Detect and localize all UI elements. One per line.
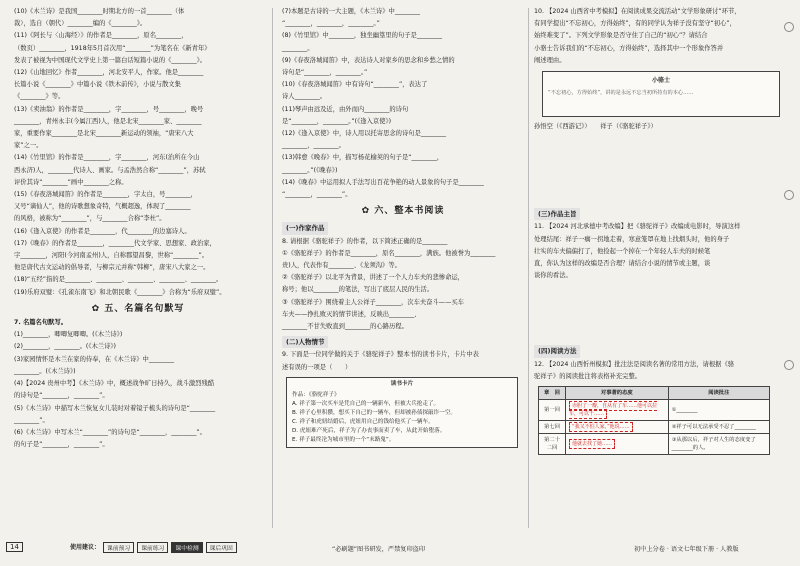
q10-block bbox=[534, 6, 786, 67]
tip-tag: 课中检测 bbox=[171, 542, 202, 553]
table-row bbox=[539, 400, 770, 421]
text-line: 的句子是“________，________”。 bbox=[14, 441, 109, 449]
page-number: 14 bbox=[6, 542, 23, 552]
text-line: ②《骆驼祥子》以北平为背景，讲述了一个人力车夫的悲惨命运， bbox=[282, 274, 464, 282]
text-line: 的风格，被称为“________”，与________合称“李杜”。 bbox=[14, 215, 166, 223]
text-line: (17)《晚春》的作者是________，________代文学家、思想家、政治家， bbox=[14, 239, 216, 247]
column-divider bbox=[272, 8, 273, 528]
card-line: C. 祥子和虎妞结婚后，虎妞用自己的钱给他买了一辆车。 bbox=[292, 418, 434, 425]
q9-block bbox=[282, 349, 524, 373]
chapter-cell: 第七回 bbox=[539, 421, 566, 434]
note-cell[interactable]: ③从那以后，祥子对人生的态度变了________的人。 bbox=[668, 434, 769, 455]
card-line: 作品：《骆驼祥子》 bbox=[292, 391, 340, 398]
q6-lines bbox=[14, 6, 262, 299]
q11-block bbox=[534, 221, 786, 282]
section-title-whole-book: ✿ 六、整本书阅读 bbox=[361, 206, 445, 217]
chapter-cell: 第一回 bbox=[539, 400, 566, 421]
text-line: 谈你的看法。 bbox=[534, 272, 572, 280]
text-line: 7. 名篇名句默写。 bbox=[14, 319, 68, 327]
answer-space[interactable] bbox=[534, 282, 786, 342]
text-line: 家”之一。 bbox=[14, 142, 43, 150]
text-line: (6)《木兰诗》中写木兰“________”的诗句是“________，________”。 bbox=[14, 428, 206, 436]
flower-icon: ✿ bbox=[361, 206, 375, 217]
text-line: ________”。 bbox=[14, 416, 49, 424]
annotation-table bbox=[538, 386, 770, 455]
middle-column bbox=[282, 6, 524, 451]
text-line: (14)《晚春》中运用拟人手法写出百花争艳的动人景象的句子是________ bbox=[282, 178, 484, 186]
text-line: (7)本题是古诗的一大主题，《木兰诗》中________ bbox=[282, 8, 421, 15]
footer-center: “必刷题”图书研发，严禁复印盗印 bbox=[332, 546, 426, 553]
text-line: 直，你认为这样的改编是否合理？请结合小说的情节或主题，谈 bbox=[534, 260, 711, 268]
text-line: (2)________，________。(《木兰诗》) bbox=[14, 343, 116, 351]
text-line: 9. 下面是一位同学做的关于《骆驼祥子》整本书的读书卡片，卡片中表 bbox=[282, 351, 479, 359]
text-line: 又号“谪仙人”，他的诗歌想象奇特，气概超逸，体现了________ bbox=[14, 203, 191, 211]
q7-block bbox=[14, 317, 262, 451]
subsection-theme: (三)作品主旨 bbox=[534, 208, 580, 220]
text-line: (5)《木兰诗》中描写木兰恢复女儿装时对着镜子梳头的诗句是“________ bbox=[14, 404, 216, 412]
text-line: ________。(《木兰诗》) bbox=[14, 367, 76, 375]
tip-tag: 课后巩固 bbox=[206, 542, 237, 553]
text-line: 8. 请根据《骆驼祥子》的作者，以下简述正确的是________ bbox=[282, 237, 448, 245]
reading-card bbox=[286, 377, 518, 448]
text-line: (18)“五经”指的是________、________、________、________、________。 bbox=[14, 276, 223, 284]
usage-tips bbox=[70, 542, 237, 553]
text-line: 有同学提出“不忘初心，方得始终”，有的同学认为祥子没有坚守“初心”， bbox=[534, 20, 736, 28]
table-header: 对事著的态度 bbox=[566, 387, 669, 400]
text-line: 的诗句是“________，________”。 bbox=[14, 392, 109, 400]
text-line: （数页）________，1918年5月首次用“________”为笔名在《新青年》 bbox=[14, 44, 211, 52]
text-line: (19)乐府双璧：《孔雀东南飞》和北朝民歌《________》合称为“乐府双璧”。 bbox=[14, 288, 226, 296]
attitude-cell bbox=[566, 421, 669, 434]
binding-hole-icon bbox=[784, 190, 794, 200]
text-line: 是“________，________。”(《逢入京使》) bbox=[282, 117, 392, 125]
attitude-text: 赤胆了一瓣，自从有了车……他可以拉车，可以干…… bbox=[569, 403, 658, 418]
subsection-author-works: (一)作家作品 bbox=[282, 222, 328, 234]
choices-line: 孙悟空（《西游记》） 祥子（《骆驼祥子》） bbox=[534, 123, 657, 131]
binding-hole-icon bbox=[784, 360, 794, 370]
text-line: 述有误的一项是（ ） bbox=[282, 363, 352, 371]
attitude-text: “我又不怕人家，”他说…… bbox=[569, 422, 633, 432]
text-line: (11)《阿长与〈山海经〉》的作者是________，原名________， bbox=[14, 32, 188, 40]
text-line: 诗人________。 bbox=[282, 93, 327, 101]
text-line: (11)琴声由远及近，由外而内________的诗句 bbox=[282, 105, 409, 113]
text-line: 评价其诗“________”画中________之称。 bbox=[14, 178, 128, 186]
text-line: 发表了被视为中国现代文学史上第一篇白话短篇小说的《________》。 bbox=[14, 56, 207, 64]
text-line: (1)________，唧唧复唧唧。(《木兰诗》) bbox=[14, 331, 123, 339]
note-cell[interactable]: ②祥子可以无法承受不忍了________ bbox=[668, 421, 769, 434]
text-line: 12. 【2024 山西忻州模拟】批注法是阅读名著的常用方法，请根据《骆 bbox=[534, 360, 735, 368]
text-line: ________，________。 bbox=[282, 142, 345, 150]
text-line: ________不甘失败直到________的心路历程。 bbox=[282, 323, 408, 331]
text-line: 诗句是“________，________。” bbox=[282, 69, 368, 77]
left-column bbox=[14, 6, 262, 451]
text-line: “________，________”。 bbox=[282, 191, 352, 199]
card-line: A. 祥子第一次买车是凭自己的一辆新车，但被大兵抢走了。 bbox=[292, 400, 440, 407]
card-line: D. 虎妞难产死后，祥子为了办丧事而卖了车，从此开始堕落。 bbox=[292, 427, 446, 434]
attitude-cell bbox=[566, 400, 669, 421]
card-line: B. 祥子心里积攒，想买下自己的一辆车，但却被孙侦探敲诈一空。 bbox=[292, 409, 457, 416]
table-row bbox=[539, 421, 770, 434]
text-line: 家，重要作家________是北宋________新运动的领袖，“唐宋八大 bbox=[14, 130, 194, 138]
q7-continued bbox=[282, 6, 524, 201]
text-line: 小骆士告诉我们的“不忘初心，方得始终”，选择其中一个形象作答并 bbox=[534, 44, 724, 52]
text-line: 称号；他以________的笔法，写出了底层人民的生活。 bbox=[282, 286, 434, 294]
text-line: 西永济)人，________代诗人、画家。与孟浩然合称“________”，苏轼 bbox=[14, 166, 206, 174]
tip-tag: 课前预习 bbox=[103, 542, 134, 553]
attitude-text: 他就去找了她…… bbox=[569, 439, 615, 449]
text-line: 处理结尾：祥子一瘸一拐地走着，寒意笼罩在地上找烟头时，他的身子 bbox=[534, 235, 730, 243]
text-line: 《________》等。 bbox=[14, 93, 65, 101]
text-line: (13)韩愈《晚春》中，描写杨花榆荚的句子是“________， bbox=[282, 154, 444, 162]
note-cell[interactable]: ①________ bbox=[668, 400, 769, 421]
text-line: (13)《卖油翁》的作者是________，字________，号________，晚号 bbox=[14, 105, 204, 113]
quote-box bbox=[542, 71, 780, 117]
text-line: 驼祥子》的阅读批注将表格补充完整。 bbox=[534, 372, 642, 380]
chapter-cell: 第二十二回 bbox=[539, 434, 566, 455]
text-line: (12)《山地回忆》作者________，河北安平人，作家。他是________ bbox=[14, 69, 204, 77]
footer-right: 初中上分卷 · 语文七年级下册 · 人教版 bbox=[634, 546, 739, 553]
text-line: 贵)人，代表作有________、《龙须沟》等。 bbox=[282, 262, 401, 270]
text-line: (4)【2024 贵州中考】《木兰诗》中，概述战争旷日持久，战斗激烈残酷 bbox=[14, 380, 215, 388]
right-column bbox=[534, 6, 786, 455]
binding-hole-icon bbox=[784, 22, 794, 32]
tips-label: 使用建议： bbox=[70, 544, 101, 551]
text-line: (3)家园情怀是木兰在家的侍奉，在《木兰诗》中________ bbox=[14, 355, 175, 363]
table-header: 章 回 bbox=[539, 387, 566, 400]
text-line: (12)《逢入京使》中，诗人用以托寄思念的诗句是________ bbox=[282, 130, 447, 138]
reading-card-title: 读书卡片 bbox=[390, 380, 414, 387]
quote-box-title: 小骆士 bbox=[651, 77, 670, 85]
text-line: (10)《木兰诗》是我国________时期北方的一首________（体 bbox=[14, 8, 185, 15]
text-line: ________，青州永丰(今属江西)人，他是北宋________家、________ bbox=[14, 117, 202, 125]
text-line: (14)《竹里馆》的作者是________，字________，河东(治所在今山 bbox=[14, 154, 200, 162]
quote-box-text: “不忘初心，方得始终”，讲的是永远不忘当初所持有的本心…… bbox=[548, 90, 694, 97]
text-line: (8)《竹里馆》中________，独坐幽篁里的句子是________ bbox=[282, 32, 443, 40]
text-line: ③《骆驼祥子》围绕着主人公祥子________，次车夫奋斗——买车 bbox=[282, 298, 464, 306]
text-line: ________。 bbox=[282, 44, 314, 52]
q8-block bbox=[282, 236, 524, 334]
attitude-cell bbox=[566, 434, 669, 455]
answer-space[interactable] bbox=[534, 133, 786, 205]
text-line: 10. 【2024 山西省中考模拟】在阅读成果交流活动“文学形象研讨”环节， bbox=[534, 8, 741, 15]
text-line: 11. 【2024 河北承德中考改编】把《骆驼祥子》改编成电影时，导演这样 bbox=[534, 223, 741, 231]
text-line: 长篇小说《________》中篇小说《铁木前传》，小说与散文集 bbox=[14, 81, 181, 89]
text-line: 字________，河阳(今河南孟州)人，自称郡望昌黎，世称“________”。 bbox=[14, 252, 209, 260]
text-line: ①《骆驼祥子》的作者是________，原名________，满族。他被誉为________ bbox=[282, 249, 496, 257]
subsection-characters-plot: (二)人物情节 bbox=[282, 336, 328, 348]
text-line: (9)《春夜洛城闻笛》中，表达诗人对家乡的思念和乡愁之情的 bbox=[282, 56, 455, 64]
text-line: (10)《春夜洛城闻笛》中有诗句“________”，表达了 bbox=[282, 81, 428, 89]
text-line: (16)《逢入京使》的作者是________，代________的边塞诗人。 bbox=[14, 227, 191, 235]
text-line: 壮实的车夫偏偏打了，他捡起一个掉在一个年轻人车夫的时候笔 bbox=[534, 247, 711, 255]
column-divider bbox=[528, 8, 529, 528]
section-title-memorize: ✿ 五、名篇名句默写 bbox=[91, 303, 185, 314]
text-line: (15)《春夜洛城闻笛》的作者是________，字太白，号________， bbox=[14, 191, 197, 199]
text-line: “________，________，________。” bbox=[282, 20, 380, 28]
text-line: 车夫——挣扎败灭的情节讲述，反映出________、 bbox=[282, 310, 421, 318]
text-line: 阐述理由。 bbox=[534, 56, 566, 64]
q12-block bbox=[534, 359, 786, 383]
table-row bbox=[539, 434, 770, 455]
flower-icon: ✿ bbox=[91, 303, 105, 314]
text-line: 他是唐代古文运动的倡导者，与柳宗元并称“韩柳”，唐宋八大家之一。 bbox=[14, 264, 210, 272]
text-line: 始终难变了”。下列文学形象是否守住了自己的“初心”？请结合 bbox=[534, 32, 708, 40]
subsection-reading-method: (四)阅读方法 bbox=[534, 345, 580, 357]
text-line: 裁），选自（朝代）________编的《________》。 bbox=[14, 20, 147, 28]
tip-tag: 课前练习 bbox=[137, 542, 168, 553]
text-line: ________。”(《晚春》) bbox=[282, 166, 338, 174]
card-line: E. 祥子最终沦为城市里的一个“末路鬼”。 bbox=[292, 436, 395, 443]
table-header: 阅读批注 bbox=[668, 387, 769, 400]
